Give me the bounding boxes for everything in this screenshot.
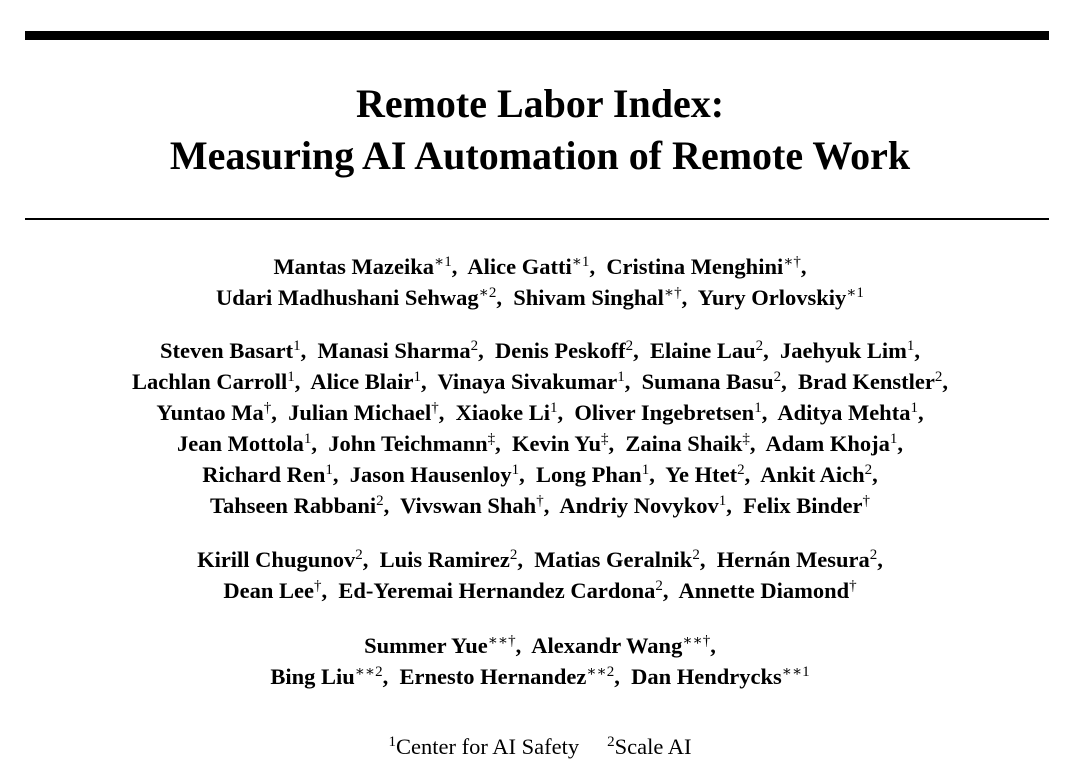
author-line: Yuntao Ma†, Julian Michael†, Xiaoke Li$^1$, Oliver Ingebretsen$^1$, Aditya Mehta$^1$, [156, 400, 924, 425]
author-footnote-marker: 1 [889, 431, 898, 447]
author-name: Ernesto Hernandez$^{∗∗2}$ [399, 664, 615, 689]
author-name: Alice Gatti$^{∗1}$ [467, 254, 590, 279]
author-name: Andriy Novykov$^1$ [559, 493, 727, 518]
author-footnote-marker: 1 [550, 400, 558, 416]
author-footnote-marker: 2 [869, 547, 878, 563]
author-footnote-marker: ∗∗† [682, 633, 711, 649]
author-name: Aditya Mehta$^1$ [777, 400, 918, 425]
affiliation-marker: 2 [607, 734, 615, 750]
author-footnote-marker: 2 [625, 338, 634, 354]
affiliation-marker: 1 [388, 734, 397, 750]
affiliation-list [0, 731, 1080, 762]
author-name: Alice Blair$^1$ [310, 369, 421, 394]
author-name: Luis Ramirez$^2$ [379, 547, 518, 572]
author-footnote-marker: 1 [754, 400, 762, 416]
author-footnote-marker: † [263, 400, 272, 416]
author-footnote-marker: † [313, 578, 322, 594]
author-name: Elaine Lau$^2$ [649, 338, 764, 363]
author-line: Jean Mottola$^1$, John Teichmann‡, Kevin Yu‡, Zaina Shaik‡, Adam Khoja$^1$, [176, 431, 904, 456]
author-name: Udari Madhushani Sehwag$^{∗2}$ [216, 285, 497, 310]
author-name: Alexandr Wang∗∗† [531, 633, 711, 658]
author-footnote-marker: ‡ [487, 431, 496, 447]
author-name: Jean Mottola$^1$ [176, 431, 312, 456]
paper-title [0, 78, 1080, 182]
author-name: Dan Hendrycks$^{∗∗1}$ [631, 664, 810, 689]
author-footnote-marker: 2 [737, 462, 745, 478]
author-footnote-marker: 2 [509, 547, 518, 563]
author-footnote-marker: 1 [303, 431, 312, 447]
author-name: Kirill Chugunov$^2$ [197, 547, 363, 572]
author-footnote-marker: 1 [617, 369, 625, 385]
author-name: Ye Htet$^2$ [665, 462, 745, 487]
author-line: Kirill Chugunov$^2$, Luis Ramirez$^2$, Matias Geralnik$^2$, Hernán Mesura$^2$, [197, 547, 883, 572]
author-footnote-marker: † [849, 578, 857, 594]
author-name: Dean Lee† [223, 578, 322, 603]
top-rule [25, 31, 1049, 40]
author-footnote-marker: 2 [376, 493, 384, 509]
title-line-1: Remote Labor Index: [355, 81, 725, 126]
author-name: Cristina Menghini∗† [606, 254, 801, 279]
author-line: Summer Yue∗∗†, Alexandr Wang∗∗†, [364, 633, 716, 658]
author-name: Lachlan Carroll$^1$ [132, 369, 295, 394]
author-footnote-marker: 1 [293, 338, 301, 354]
author-name: Vivswan Shah† [400, 493, 544, 518]
affiliation: $^2$Scale AI [607, 734, 692, 759]
author-footnote-marker: 1 [641, 462, 650, 478]
author-name: Steven Basart$^1$ [159, 338, 301, 363]
author-name: Oliver Ingebretsen$^1$ [574, 400, 762, 425]
author-name: Felix Binder† [743, 493, 870, 518]
author-name: Richard Ren$^1$ [202, 462, 333, 487]
author-footnote-marker: 2 [934, 369, 943, 385]
author-footnote-marker: 1 [511, 462, 520, 478]
author-footnote-marker: ∗† [663, 285, 682, 301]
author-name: Shivam Singhal∗† [513, 285, 682, 310]
author-name: Ankit Aich$^2$ [760, 462, 873, 487]
author-footnote-marker: † [536, 493, 544, 509]
author-line: Steven Basart$^1$, Manasi Sharma$^2$, Denis Peskoff$^2$, Elaine Lau$^2$, Jaehyuk Lim$^1$, [159, 338, 921, 363]
author-name: Matias Geralnik$^2$ [534, 547, 700, 572]
author-name: Summer Yue∗∗† [364, 633, 516, 658]
author-footnote-marker: † [862, 493, 870, 509]
author-footnote-marker: 1 [287, 369, 295, 385]
author-footnote-marker: ∗1 [434, 254, 452, 270]
affiliation: $^1$Center for AI Safety [388, 734, 580, 759]
author-footnote-marker: ∗† [783, 254, 801, 270]
author-footnote-marker: † [431, 400, 439, 416]
author-line: Dean Lee†, Ed-Yeremai Hernandez Cardona$^2$, Annette Diamond† [223, 578, 857, 603]
author-group [0, 630, 1080, 692]
author-name: Manasi Sharma$^2$ [317, 338, 479, 363]
author-footnote-marker: ∗1 [846, 285, 864, 301]
author-name: Tahseen Rabbani$^2$ [210, 493, 384, 518]
author-footnote-marker: ∗1 [571, 254, 590, 270]
author-line: Bing Liu$^{∗∗2}$, Ernesto Hernandez$^{∗∗2}$, Dan Hendrycks$^{∗∗1}$ [270, 664, 810, 689]
author-name: Brad Kenstler$^2$ [797, 369, 943, 394]
author-footnote-marker: ∗2 [478, 285, 497, 301]
author-footnote-marker: 1 [718, 493, 727, 509]
author-footnote-marker: 1 [906, 338, 915, 354]
author-line: Lachlan Carroll$^1$, Alice Blair$^1$, Vinaya Sivakumar$^1$, Sumana Basu$^2$, Brad Kenstler$^2$, [132, 369, 948, 394]
author-footnote-marker: 2 [470, 338, 479, 354]
author-footnote-marker: 2 [655, 578, 663, 594]
author-name: Yury Orlovskiy$^{∗1}$ [697, 285, 864, 310]
author-footnote-marker: 2 [864, 462, 873, 478]
author-footnote-marker: ‡ [742, 431, 750, 447]
author-line: Mantas Mazeika$^{∗1}$, Alice Gatti$^{∗1}$, Cristina Menghini∗†, [273, 254, 807, 279]
author-name: Denis Peskoff$^2$ [494, 338, 634, 363]
author-name: Bing Liu$^{∗∗2}$ [270, 664, 383, 689]
author-name: Sumana Basu$^2$ [641, 369, 782, 394]
author-line: Udari Madhushani Sehwag$^{∗2}$, Shivam Singhal∗†, Yury Orlovskiy$^{∗1}$ [216, 285, 864, 310]
author-name: Jason Hausenloy$^1$ [349, 462, 520, 487]
author-group [0, 544, 1080, 606]
author-footnote-marker: ‡ [601, 431, 609, 447]
author-footnote-marker: 2 [692, 547, 700, 563]
author-line: Richard Ren$^1$, Jason Hausenloy$^1$, Long Phan$^1$, Ye Htet$^2$, Ankit Aich$^2$, [202, 462, 878, 487]
author-footnote-marker: ∗∗2 [354, 664, 383, 680]
author-footnote-marker: 1 [325, 462, 333, 478]
author-footnote-marker: 2 [755, 338, 764, 354]
author-name: Vinaya Sivakumar$^1$ [437, 369, 625, 394]
author-name: Kevin Yu‡ [512, 431, 609, 456]
author-line: Tahseen Rabbani$^2$, Vivswan Shah†, Andriy Novykov$^1$, Felix Binder† [210, 493, 870, 518]
author-footnote-marker: ∗∗1 [781, 664, 810, 680]
author-footnote-marker: 1 [413, 369, 421, 385]
author-name: Hernán Mesura$^2$ [716, 547, 878, 572]
author-name: Long Phan$^1$ [536, 462, 650, 487]
author-footnote-marker: ∗∗† [487, 633, 516, 649]
author-footnote-marker: 1 [910, 400, 918, 416]
author-name: Xiaoke Li$^1$ [455, 400, 558, 425]
author-footnote-marker: ∗∗2 [586, 664, 615, 680]
title-line-2: Measuring AI Automation of Remote Work [169, 133, 911, 178]
author-name: Annette Diamond† [678, 578, 857, 603]
author-footnote-marker: 2 [355, 547, 363, 563]
author-name: Jaehyuk Lim$^1$ [780, 338, 915, 363]
title-bottom-rule [25, 218, 1049, 220]
author-name: Ed-Yeremai Hernandez Cardona$^2$ [338, 578, 663, 603]
author-footnote-marker: 2 [773, 369, 782, 385]
author-name: Adam Khoja$^1$ [765, 431, 898, 456]
author-group [0, 335, 1080, 521]
author-name: Mantas Mazeika$^{∗1}$ [273, 254, 452, 279]
author-name: Julian Michael† [288, 400, 439, 425]
author-name: John Teichmann‡ [328, 431, 496, 456]
author-group [0, 251, 1080, 313]
author-name: Zaina Shaik‡ [625, 431, 750, 456]
author-name: Yuntao Ma† [156, 400, 272, 425]
